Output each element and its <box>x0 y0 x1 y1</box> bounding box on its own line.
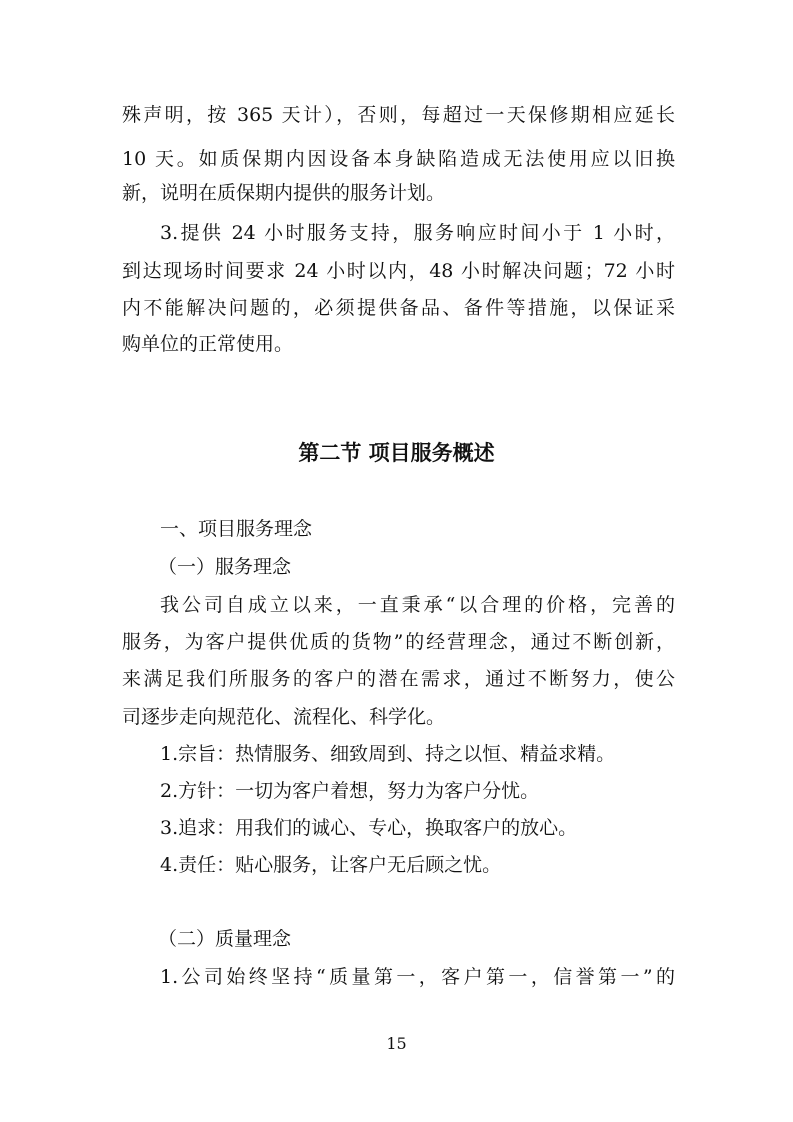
paragraph-line: 10 天。如质保期内因设备本身缺陷造成无法使用应以旧换 <box>122 148 675 170</box>
item-3-line: 内不能解决问题的，必须提供备品、备件等措施，以保证采 <box>122 297 675 319</box>
list-item: 3.追求：用我们的诚心、专心，换取客户的放心。 <box>160 817 578 839</box>
paragraph-line: 殊声明，按 365 天计），否则，每超过一天保修期相应延长 <box>122 104 675 126</box>
paragraph-line: 司逐步走向规范化、流程化、科学化。 <box>122 706 446 728</box>
paragraph-line: 我公司自成立以来，一直秉承“以合理的价格，完善的 <box>160 594 675 616</box>
section-heading: 第二节 项目服务概述 <box>298 441 495 465</box>
list-item: 1.宗旨：热情服务、细致周到、持之以恒、精益求精。 <box>160 743 616 765</box>
item-3-line: 购单位的正常使用。 <box>122 333 294 355</box>
item-3-line: 3.提供 24 小时服务支持，服务响应时间小于 1 小时， <box>160 222 675 244</box>
paragraph-line: 来满足我们所服务的客户的潜在需求，通过不断努力，使公 <box>122 668 675 690</box>
paragraph-line: 1.公司始终坚持“质量第一，客户第一，信誉第一”的 <box>160 966 675 988</box>
list-item: 4.责任：贴心服务，让客户无后顾之忧。 <box>160 854 502 876</box>
paragraph-line: 新，说明在质保期内提供的服务计划。 <box>122 182 446 204</box>
subsection-title: （二）质量理念 <box>158 928 292 950</box>
subsection-title: （一）服务理念 <box>158 556 292 578</box>
subsection-title: 一、项目服务理念 <box>160 518 313 540</box>
list-item: 2.方针：一切为客户着想，努力为客户分忧。 <box>160 780 540 802</box>
paragraph-line: 服务，为客户提供优质的货物”的经营理念，通过不断创新， <box>122 631 675 653</box>
item-3-line: 到达现场时间要求 24 小时以内，48 小时解决问题；72 小时 <box>122 260 675 282</box>
page-number: 15 <box>386 1034 407 1053</box>
